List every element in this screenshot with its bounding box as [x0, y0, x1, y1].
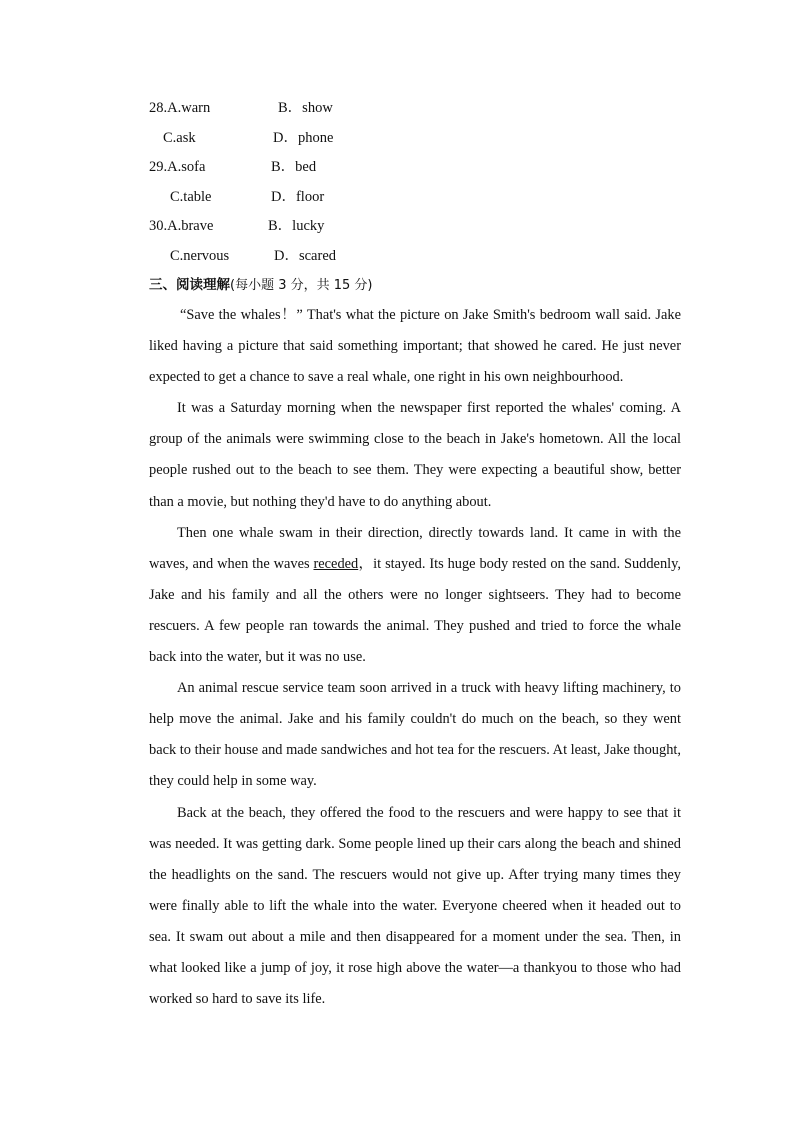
section-heading	[149, 274, 373, 297]
paragraph-3-text-after: ，it stayed. Its huge body rested on the sand. Suddenly, Jake and his family and all the others were no longer sightseers. They had to become rescuers. A few people ran towards the animal. They pushed and tried to force the whale back into the water, but it was no use.	[149, 555, 681, 666]
passage-paragraph-5: Back at the beach, they offered the food to the rescuers and were happy to see that it was needed. It was getting dark. Some people lined up their cars along the beach and shined the headlights on the sand. The rescuers would not give up. After trying many times they were finally able to lift the whale into the water. Everyone cheered when it headed out to sea. It swam out about a mile and then disappeared for a moment under the sea. Then, in what looked like a jump of joy, it rose high above the water—a thankyou to those who had worked so hard to save its life.	[149, 804, 681, 1008]
option-a: A.warn	[167, 100, 211, 116]
question-number: 30.A.brave	[149, 218, 214, 234]
passage-paragraph-4: An animal rescue service team soon arrived in a truck with heavy lifting machinery, to help move the animal. Jake and his family couldn't do much on the beach, so they went back to their house and made sandwiches and hot tea for the rescuers. At least, Jake thought, they could help in some way.	[149, 680, 681, 790]
option-c: C.table	[170, 189, 212, 205]
option-d: D．phone	[273, 130, 334, 146]
passage-paragraph-3	[149, 518, 681, 673]
option-d: D．scared	[274, 248, 337, 264]
option-b: B．lucky	[268, 218, 325, 234]
option-c: C.nervous	[170, 248, 230, 264]
passage-paragraph-2: It was a Saturday morning when the newspaper first reported the whales' coming. A group of the animals were swimming close to the beach in Jake's hometown. All the local people rushed out to the beach to see them. They were expecting a beautiful show, better than a movie, but nothing they'd have to do anything about.	[149, 400, 681, 510]
option-a: A.sofa	[167, 159, 206, 175]
passage-paragraph-1: “Save the whales！” That's what the picture on Jake Smith's bedroom wall said. Jake liked having a picture that said something important; that showed he cared. He just never expected to get a chance to save a real whale, one right in his own neighbourhood.	[149, 307, 681, 386]
question-number: 28.A.warn	[149, 100, 211, 116]
section-title: 三、阅读理解	[149, 277, 230, 293]
paragraph-3-text-before: Then one whale swam in their direction, directly towards land. It came in with the waves, and when the waves	[149, 524, 681, 572]
section-score-note: (每小题 3 分，共 15 分)	[230, 278, 373, 293]
option-a: A.brave	[167, 218, 214, 234]
option-d: D．floor	[271, 189, 325, 205]
option-b: B．bed	[271, 159, 317, 175]
underlined-word-receded: receded	[313, 555, 359, 572]
option-b: B．show	[278, 100, 333, 116]
question-number: 29.A.sofa	[149, 159, 206, 175]
option-c: C.ask	[163, 130, 196, 146]
reading-passage	[149, 300, 681, 1015]
